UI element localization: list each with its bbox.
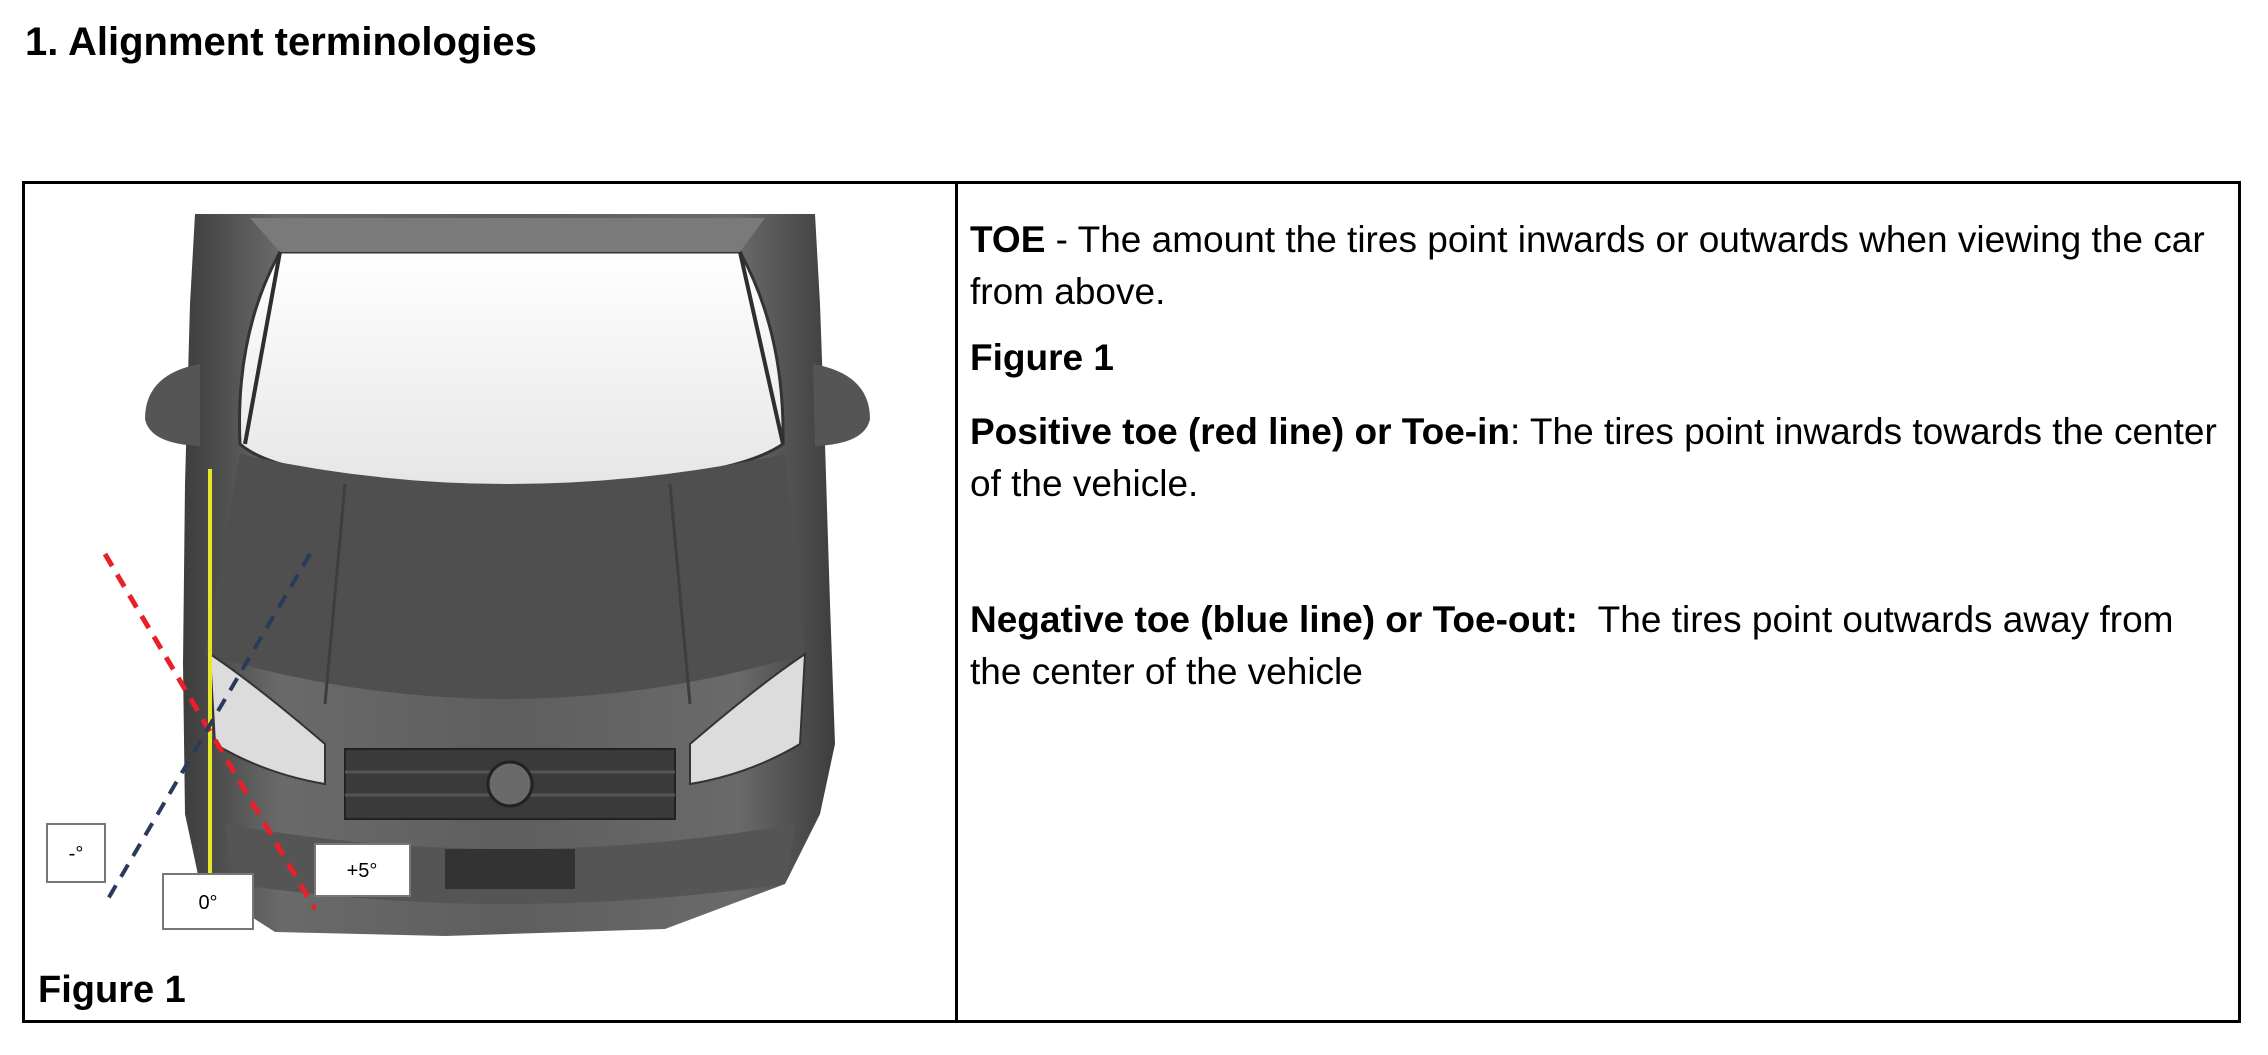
zero-label (163, 874, 253, 929)
section-heading: 1. Alignment terminologies (25, 20, 537, 64)
toe-definition (970, 214, 2230, 318)
toe-term: TOE (970, 219, 1046, 260)
negative-label (47, 824, 105, 882)
negative-toe-term: Negative toe (blue line) or Toe-out: (970, 599, 1578, 640)
car-toe-illustration (25, 184, 955, 1020)
figure-cell (25, 184, 958, 1020)
negative-toe-definition (970, 594, 2230, 698)
positive-label (315, 844, 410, 896)
svg-text:+5°: +5° (346, 860, 378, 882)
terminology-table (22, 181, 2241, 1023)
positive-toe-definition (970, 406, 2230, 510)
svg-text:0°: 0° (198, 892, 218, 914)
figure-reference: Figure 1 (970, 337, 1114, 378)
toe-description: - The amount the tires point inwards or outwards when viewing the car from above. (970, 219, 2205, 312)
car-body (145, 214, 870, 936)
positive-toe-description: : The tires point inwards towards the center of the vehicle. (970, 411, 2217, 504)
svg-text:-°: -° (68, 843, 84, 865)
positive-toe-term: Positive toe (red line) or Toe-in (970, 411, 1510, 452)
negative-toe-description: The tires point outwards away from the center of the vehicle (970, 599, 2184, 692)
figure-caption: Figure 1 (38, 969, 186, 1011)
description-cell (958, 184, 2238, 1020)
